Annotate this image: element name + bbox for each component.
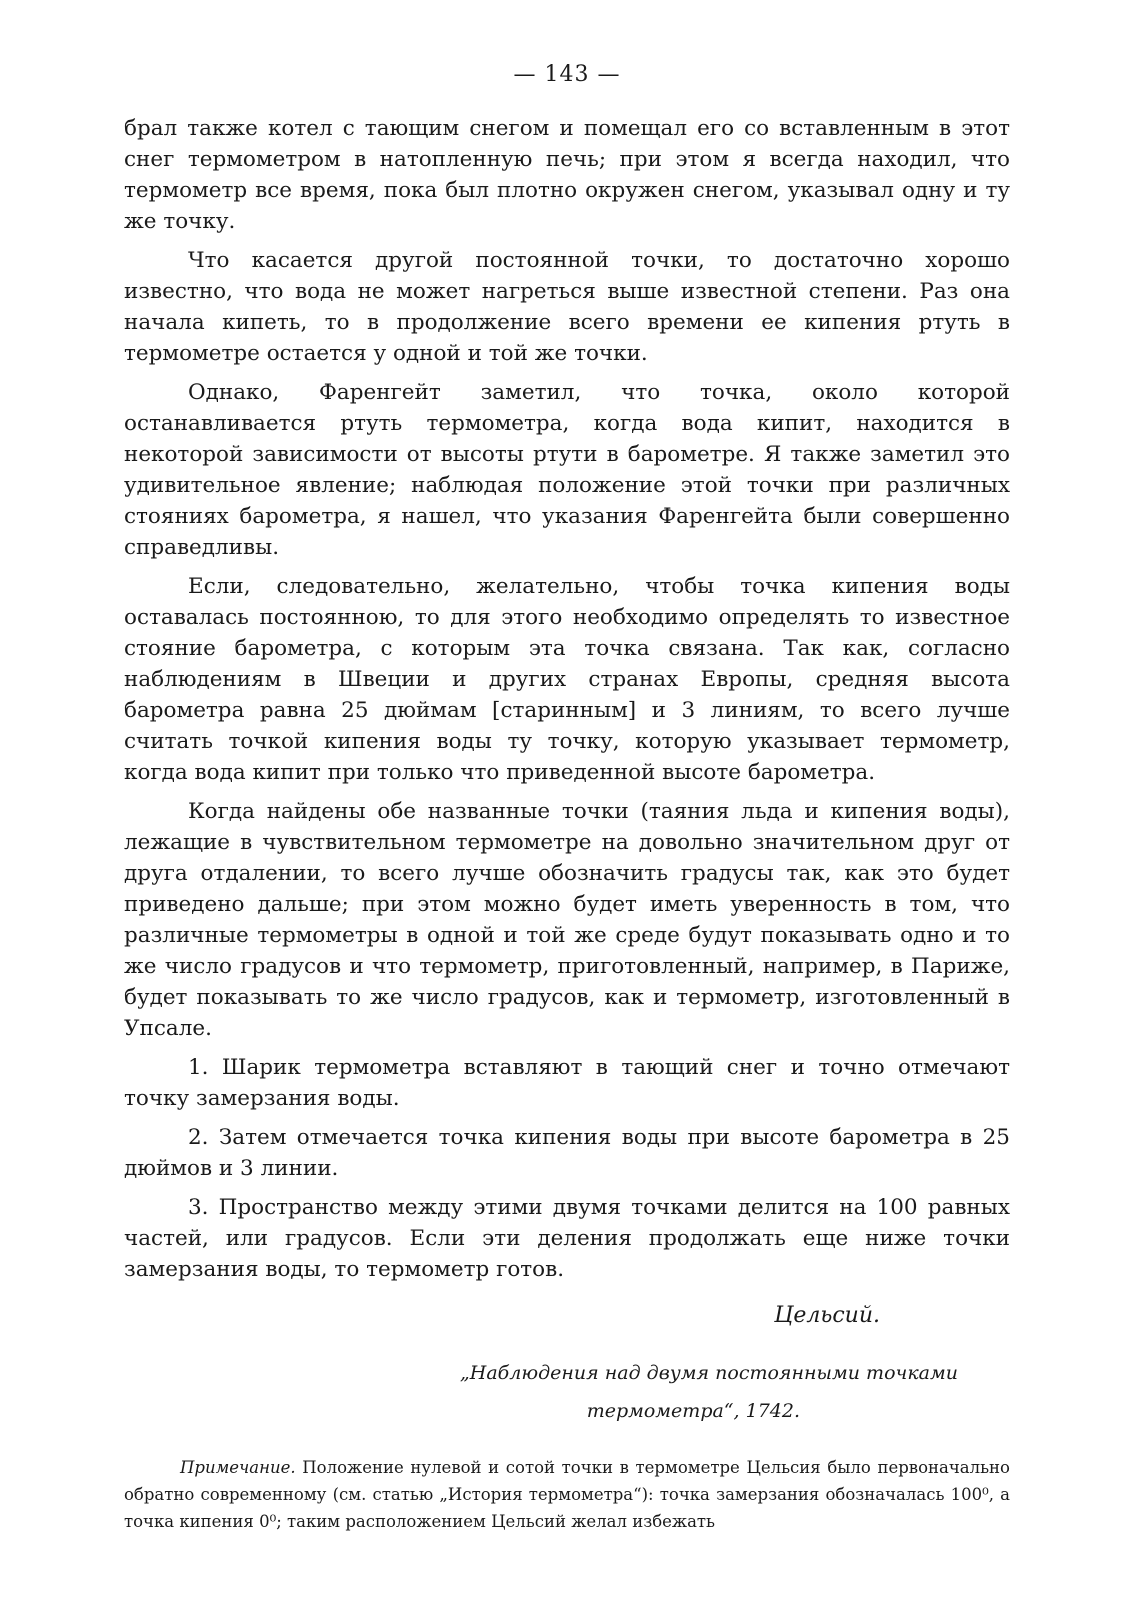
list-item-1: 1. Шарик термометра вставляют в тающий снег и точно отмечают точку замерзания воды. — [124, 1055, 1010, 1111]
footnote — [124, 1454, 1010, 1535]
paragraph-4: Если, следовательно, желательно, чтобы точка кипения воды оставалась постоянною, то для этого необходимо определять то известное стояние барометра, с которым эта точка связана. Так как, согласно наблюдениям в Швеции и других странах Европы, средняя высота барометра равна 25 дюймам [старинным] и 3 линиям, то всего лучше считать точкой кипения воды ту точку, которую указывает термометр, когда вода кипит при только что приведенной высоте барометра. — [124, 574, 1010, 785]
paragraph-2: Что касается другой постоянной точки, то достаточно хорошо известно, что вода не может нагреться выше известной степени. Раз она начала кипеть, то в продолжение всего времени ее кипения ртуть в термометре остается у одной и той же точки. — [124, 248, 1010, 366]
page-number: — 143 — — [513, 62, 621, 87]
paragraph-3: Однако, Фаренгейт заметил, что точка, около которой останавливается ртуть термометра, когда вода кипит, находится в некоторой зависимости от высоты ртути в барометре. Я также заметил это удивительное явление; наблюдая положение этой точки при различных стояниях барометра, я нашел, что указания Фаренгейта были совершенно справедливы. — [124, 380, 1010, 560]
list-item-3: 3. Пространство между этими двумя точками делится на 100 равных частей, или градусов. Если эти деления продолжать еще ниже точки замерзания воды, то термометр готов. — [124, 1195, 1010, 1282]
source-title-line-1: „Наблюдения над двумя постоянными точками — [459, 1362, 958, 1384]
list-item-2: 2. Затем отмечается точка кипения воды при высоте барометра в 25 дюймов и 3 линии. — [124, 1125, 1010, 1181]
document-page — [124, 62, 1010, 1535]
footnote-text: Положение нулевой и сотой точки в термометре Цельсия было первоначально обратно современному (см. статью „История термометра“): точка замерзания обозначалась 100⁰, а точка кипения 0⁰; таким расположением Цельсий желал избежать — [124, 1458, 1010, 1531]
author-signature: Цельсий. — [774, 1303, 880, 1328]
footnote-label: Примечание. — [180, 1458, 296, 1477]
source-citation — [124, 1354, 1010, 1430]
source-title-line-2: термометра“, 1742. — [586, 1400, 800, 1422]
paragraph-5: Когда найдены обе названные точки (таяния льда и кипения воды), лежащие в чувствительном термометре на довольно значительном друг от друга отдалении, то всего лучше обозначить градусы так, как это будет приведено дальше; при этом можно будет иметь уверенность в том, что различные термометры в одной и той же среде будут показывать одно и то же число градусов и что термометр, приготовленный, например, в Париже, будет показывать то же число градусов, как и термометр, изготовленный в Упсале. — [124, 799, 1010, 1041]
paragraph-1: брал также котел с тающим снегом и помещал его со вставленным в этот снег термометром в натопленную печь; при этом я всегда находил, что термометр все время, пока был плотно окружен снегом, указывал одну и ту же точку. — [124, 116, 1010, 234]
